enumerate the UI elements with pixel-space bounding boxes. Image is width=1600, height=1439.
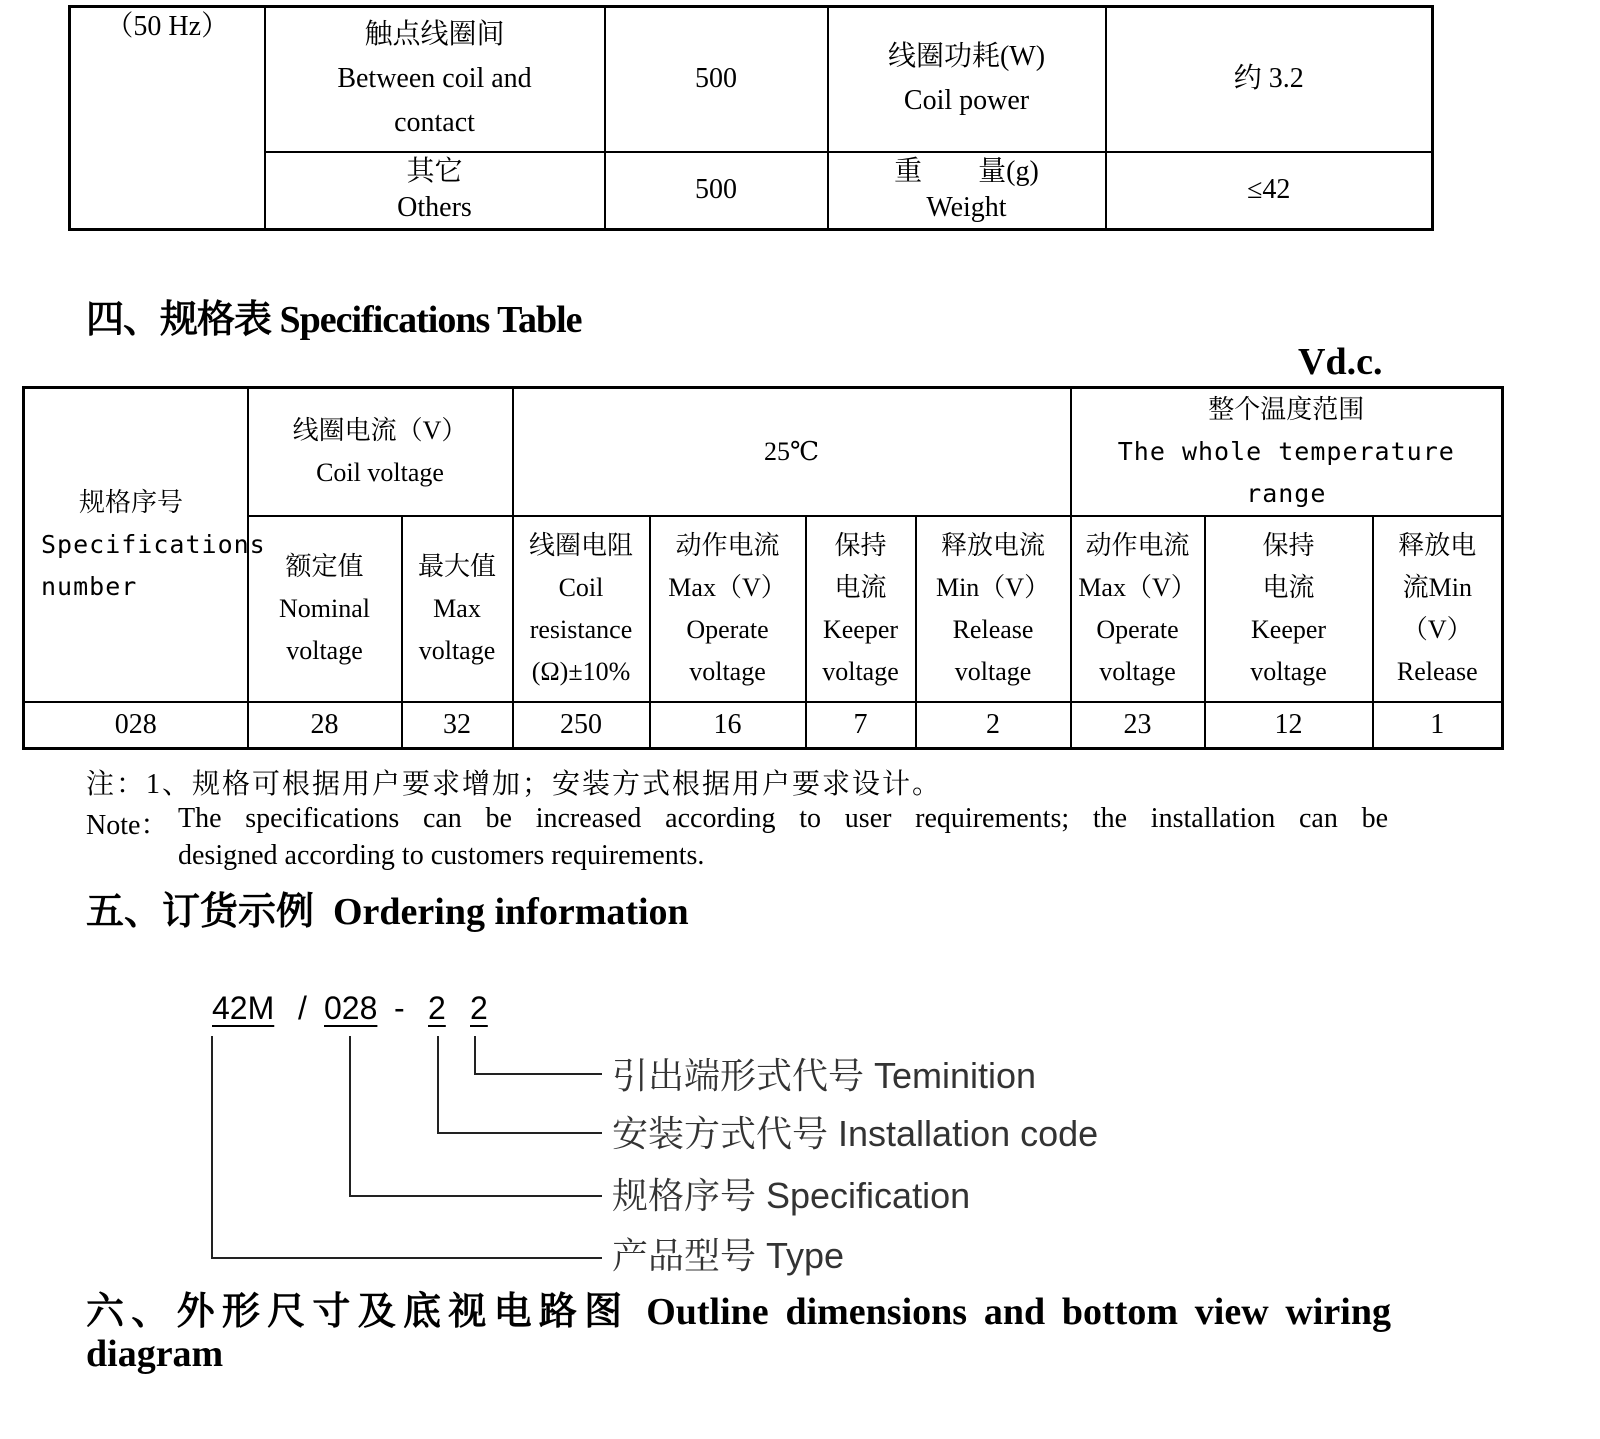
header-en: Operate [686,615,769,644]
header-en: Min（V） [935,573,1051,602]
header-en: voltage [1250,657,1327,686]
table-cell: 32 [402,702,513,748]
installation-connector [438,1036,602,1133]
param-cn: 线圈功耗(W) [887,41,1046,73]
header-cn: 动作电流 [1085,531,1190,560]
table-cell: 028 [24,702,248,748]
header-en: Max（V） [1078,573,1197,602]
table-cell: 7 [806,702,916,748]
header-en: Keeper [1251,615,1327,644]
param-en: Weight [926,192,1007,224]
section-4-heading: 四、规格表 Specifications Table [86,299,582,341]
section-6-heading-line-1: 六、外形尺寸及底视电路图 Outline dimensions and bottom view wiring [86,1291,1391,1333]
header-en: Coil [558,573,604,602]
table-cell: 28 [248,702,402,748]
code-term-text: 2 [470,990,488,1026]
note-english-line-1: The specifications can be increased according to user requirements; the installation can be [178,803,1388,834]
termination-label: 引出端形式代号 Teminition [612,1055,1037,1096]
header-cn: 最大值 [417,552,496,581]
label-en: Others [397,192,472,224]
code-separator: / [298,990,307,1026]
header-en: voltage [1099,657,1176,686]
header-en: Specifications [41,530,266,559]
note-english-line-2: designed according to customers requirements. [178,840,705,871]
table-cell: 23 [1071,702,1205,748]
header-en: Operate [1096,615,1179,644]
header-en: Max [433,594,481,623]
section-6-heading-line-2: diagram [86,1333,224,1375]
value: 500 [695,63,737,95]
table-cell: 250 [513,702,650,748]
type-label: 产品型号 Type [612,1235,845,1276]
table-cell: 2 [916,702,1071,748]
header-cn: 线圈电阻 [528,531,633,560]
header-en: Coil voltage [316,458,444,487]
table-cell: 1 [1373,702,1503,748]
header-en: resistance [529,615,633,644]
code-separator: - [394,990,405,1026]
unit-label: Vd.c. [1298,341,1383,383]
installation-label: 安装方式代号 Installation code [612,1113,1099,1154]
header-cn: 额定值 [285,552,364,581]
section-5-heading: 五、订货示例 Ordering information [86,891,689,933]
header-en: voltage [954,657,1032,686]
header-en: number [41,572,138,601]
header-en: Keeper [822,615,899,644]
param-en: Coil power [903,85,1030,117]
label-en: Between coil and [337,63,532,95]
code-install-text: 2 [428,990,446,1026]
header-cn: 保持 [834,531,887,560]
header-cn: 规格序号 [79,488,184,517]
header-cn: 保持 [1262,531,1315,560]
header-en: （V） [1401,615,1473,644]
note-label: Note： [86,810,169,841]
label-cn: 触点线圈间 [364,19,505,51]
header-cn: 动作电流 [675,531,780,560]
header-en: voltage [689,657,766,686]
value: ≤42 [1247,174,1291,206]
label-cn: 其它 [406,156,463,188]
code-spec-text: 028 [324,990,378,1026]
table-cell: 12 [1205,702,1373,748]
header-cn: 释放电流 [941,531,1046,560]
termination-connector [475,1036,602,1074]
specification-label: 规格序号 Specification [612,1175,971,1216]
value: 500 [695,174,737,206]
header-en: Max（V） [668,573,787,602]
header-en: voltage [286,636,363,665]
header-en: Release [1396,657,1478,686]
header-en: The whole temperature range [1117,437,1455,508]
label-en: contact [394,107,475,139]
header-en: Release [952,615,1034,644]
header-en: voltage [822,657,899,686]
header-cn: 电流 [834,573,887,602]
header-cn: 整个温度范围 [1208,395,1365,424]
value: 约 3.2 [1233,63,1304,95]
header-cn: 线圈电流（V） [292,416,468,445]
header-text: 25℃ [763,437,820,466]
header-en: Nominal [279,594,370,623]
header-cn: 流Min [1402,573,1472,602]
header-en: voltage [418,636,496,665]
table-cell: 16 [650,702,806,748]
type-connector [212,1036,602,1258]
header-en: (Ω)±10% [531,657,631,686]
header-cn: 电流 [1262,573,1315,602]
code-model-text: 42M [212,990,275,1026]
frequency-label: （50 Hz） [105,11,230,42]
header-cn: 释放电 [1398,531,1477,560]
note-chinese: 注：1、规格可根据用户要求增加；安装方式根据用户要求设计。 [86,769,943,800]
param-cn: 重 量(g) [894,156,1039,188]
